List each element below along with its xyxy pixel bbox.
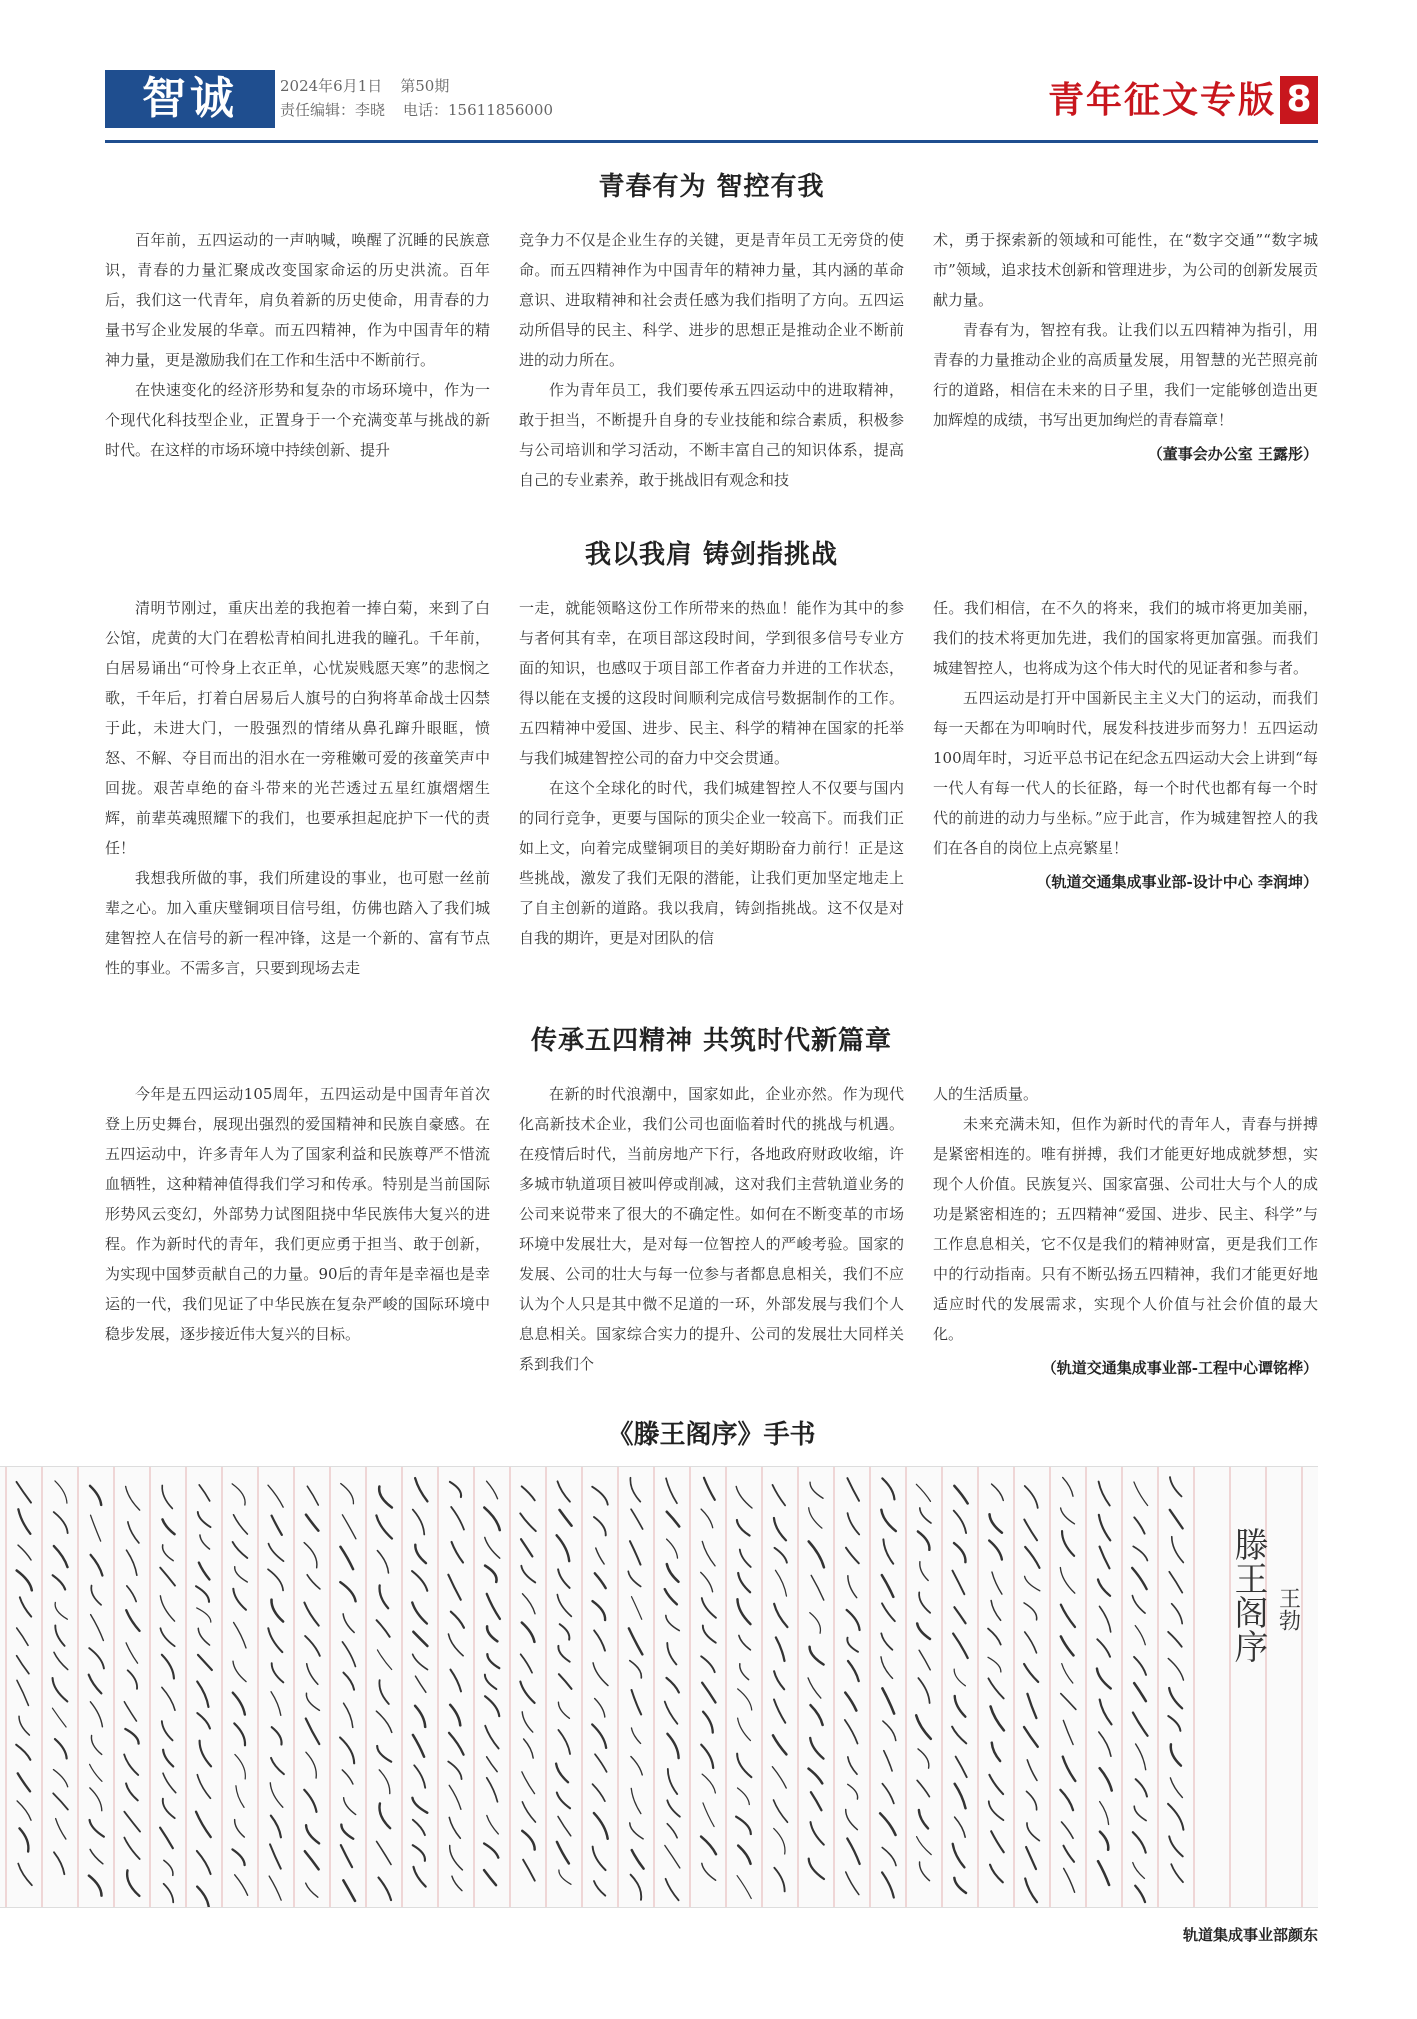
article-3 [105, 1020, 1318, 1383]
paragraph: 任。我们相信，在不久的将来，我们的城市将更加美丽，我们的技术将更加先进，我们的国家将更加富强。而我们城建智控人，也将成为这个伟大时代的见证者和参与者。 [933, 599, 1318, 677]
article-column [933, 593, 1318, 983]
article-column [933, 1079, 1318, 1383]
article-title: 传承五四精神 共筑时代新篇章 [530, 1026, 893, 1056]
article-author: （董事会办公室 王露彤） [1147, 445, 1318, 463]
article-column [519, 225, 904, 495]
paragraph: 未来充满未知，但作为新时代的青年人，青春与拼搏是紧密相连的。唯有拼搏，我们才能更好地成就梦想，实现个人价值。民族复兴、国家富强、公司壮大与个人的成功是紧密相连的；五四精神“爱国、进步、民主、科学”与工作息息相关，它不仅是我们的精神财富，更是我们工作中的行动指南。只有不断弘扬五四精神，我们才能更好地适应时代的发展需求，实现个人价值与社会价值的最大化。 [933, 1115, 1318, 1343]
masthead [105, 70, 1318, 144]
paragraph: 五四运动是打开中国新民主主义大门的运动，而我们每一天都在为叩响时代，展发科技进步而努力！五四运动100周年时，习近平总书记在纪念五四运动大会上讲到“每一代人有每一代人的长征路，每一个时代也都有每一个时代的前进的动力与坐标。”应于此言，作为城建智控人的我们在各自的岗位上点亮繁星！ [933, 689, 1318, 857]
issue-date: 2024年6月1日 [280, 77, 383, 95]
newspaper-logo: 智诚 [105, 70, 275, 128]
article-1 [105, 166, 1318, 495]
calligraphy-signature: 王勃 [1275, 1587, 1301, 1631]
page-number: 8 [1280, 76, 1318, 124]
paragraph: 在快速变化的经济形势和复杂的市场环境中，作为一个现代化科技型企业，正置身于一个充满变革与挑战的新时代。在这样的市场环境中持续创新、提升 [105, 381, 490, 459]
article-column [933, 225, 1318, 495]
calligraphy-title: 《滕王阁序》手书 [607, 1420, 816, 1450]
paragraph: 竞争力不仅是企业生存的关键，更是青年员工无旁贷的使命。而五四精神作为中国青年的精神力量，其内涵的革命意识、进取精神和社会责任感为我们指明了方向。五四运动所倡导的民主、科学、进步的思想正是推动企业不断前进的动力所在。 [519, 231, 904, 369]
phone-info: 电话：15611856000 [403, 101, 553, 119]
paragraph: 我想我所做的事，我们所建设的事业，也可慰一丝前辈之心。加入重庆璧铜项目信号组，仿佛也踏入了我们城建智控人在信号的新一程冲锋，这是一个新的、富有节点性的事业。不需多言，只要到现场去走 [105, 869, 490, 977]
paragraph: 百年前，五四运动的一声呐喊，唤醒了沉睡的民族意识，青春的力量汇聚成改变国家命运的历史洪流。百年后，我们这一代青年，肩负着新的历史使命，用青春的力量书写企业发展的华章。而五四精神，作为中国青年的精神力量，更是激励我们在工作和生活中不断前行。 [105, 231, 490, 369]
article-author: （轨道交通集成事业部-工程中心谭铭桦） [1041, 1359, 1318, 1377]
section-title: 青年征文专版 [1047, 80, 1276, 121]
article-title: 青春有为 智控有我 [598, 172, 825, 202]
issue-number: 第50期 [400, 77, 450, 95]
article-author: （轨道交通集成事业部-设计中心 李润坤） [1036, 873, 1318, 891]
paragraph: 术，勇于探索新的领域和可能性，在“数字交通”“数字城市”领域，追求技术创新和管理进步，为公司的创新发展贡献力量。 [933, 231, 1318, 309]
paragraph: 一走，就能领略这份工作所带来的热血！能作为其中的参与者何其有幸，在项目部这段时间，学到很多信号专业方面的知识，也感叹于项目部工作者奋力并进的工作状态，得以能在支援的这段时间顺利完成信号数据制作的工作。五四精神中爱国、进步、民主、科学的精神在国家的托举与我们城建智控公司的奋力中交会贯通。 [519, 599, 904, 767]
paragraph: 清明节刚过，重庆出差的我抱着一捧白菊，来到了白公馆，虎黄的大门在碧松青柏间扎进我的瞳孔。千年前，白居易诵出“可怜身上衣正单，心忧炭贱愿天寒”的悲悯之歌，千年后，打着白居易后人旗号的白狗将革命战士囚禁于此，未进大门，一股强烈的情绪从鼻孔蹿升眼眶，愤怒、不解、夺目而出的泪水在一旁稚嫩可爱的孩童笑声中回拢。艰苦卓绝的奋斗带来的光芒透过五星红旗熠熠生辉，前辈英魂照耀下的我们，也要承担起庇护下一代的责任！ [105, 599, 490, 857]
paragraph: 在新的时代浪潮中，国家如此，企业亦然。作为现代化高新技术企业，我们公司也面临着时代的挑战与机遇。在疫情后时代，当前房地产下行，各地政府财政收缩，许多城市轨道项目被叫停或削减，这对我们主营轨道业务的公司来说带来了很大的不确定性。如何在不断变革的市场环境中发展壮大，是对每一位智控人的严峻考验。国家的发展、公司的壮大与每一位参与者都息息相关，我们不应认为个人只是其中微不足道的一环，外部发展与我们个人息息相关。国家综合实力的提升、公司的发展壮大同样关系到我们个 [519, 1085, 904, 1373]
paragraph: 在这个全球化的时代，我们城建智控人不仅要与国内的同行竞争，更要与国际的顶尖企业一较高下。而我们正如上文，向着完成璧铜项目的美好期盼奋力前行！正是这些挑战，激发了我们无限的潜能，让我们更加坚定地走上了自主创新的道路。我以我肩，铸剑指挑战。这不仅是对自我的期许，更是对团队的信 [519, 779, 904, 947]
calligraphy-strokes [16, 1477, 1183, 1907]
paragraph: 青春有为，智控有我。让我们以五四精神为指引，用青春的力量推动企业的高质量发展，用智慧的光芒照亮前行的道路，相信在未来的日子里，我们一定能够创造出更加辉煌的成绩，书写出更加绚烂的青春篇章！ [933, 321, 1318, 429]
paragraph: 今年是五四运动105周年，五四运动是中国青年首次登上历史舞台，展现出强烈的爱国精神和民族自豪感。在五四运动中，许多青年人为了国家利益和民族尊严不惜流血牺牲，这种精神值得我们学习和传承。特别是当前国际形势风云变幻，外部势力试图阻挠中华民族伟大复兴的进程。作为新时代的青年，我们更应勇于担当、敢于创新，为实现中国梦贡献自己的力量。90后的青年是幸福也是幸运的一代，我们见证了中华民族在复杂严峻的国际环境中稳步发展，逐步接近伟大复兴的目标。 [105, 1085, 490, 1343]
article-column [105, 593, 490, 983]
calligraphy-image [0, 1466, 1318, 1908]
paragraph: 人的生活质量。 [933, 1085, 1039, 1103]
article-2 [105, 534, 1318, 983]
article-column [105, 225, 490, 495]
handwritten-scroll-illustration [0, 1467, 1318, 1907]
editor-info: 责任编辑：李晓 [280, 101, 386, 119]
calligraphy-author: 轨道集成事业部颜东 [1182, 1926, 1318, 1944]
article-column [105, 1079, 490, 1383]
calligraphy-headline: 滕王阁序 [1228, 1527, 1268, 1663]
article-title: 我以我肩 铸剑指挑战 [584, 540, 839, 570]
paragraph: 作为青年员工，我们要传承五四运动中的进取精神，敢于担当，不断提升自身的专业技能和综合素质，积极参与公司培训和学习活动，不断丰富自己的知识体系，提高自己的专业素养，敢于挑战旧有观念和技 [519, 381, 904, 489]
issue-info [280, 74, 571, 122]
article-column [519, 1079, 904, 1383]
article-column [519, 593, 904, 983]
masthead-rule [105, 140, 1318, 143]
